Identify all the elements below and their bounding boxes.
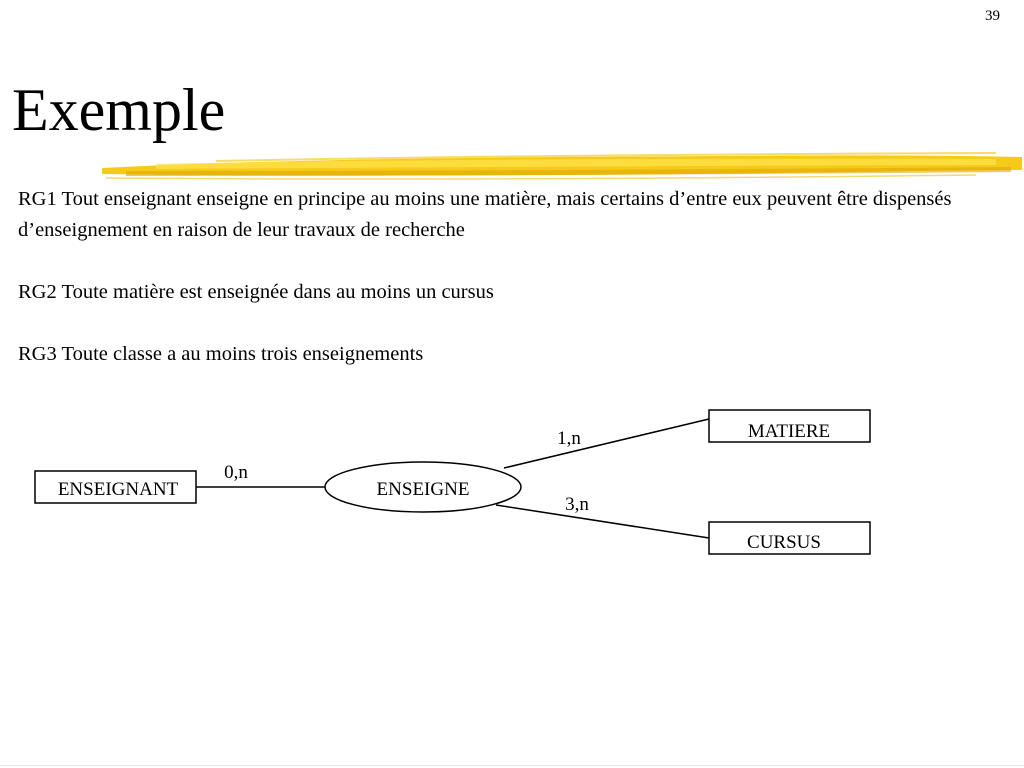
bottom-border: [0, 765, 1024, 766]
entity-enseignant: [35, 471, 196, 503]
link-enseigne-matiere: [504, 419, 709, 468]
rule-rg1: RG1 Tout enseignant enseigne en principe au moins une matière, mais certains d’entre eux peuvent être dispensés d’enseignement en raison de leur travaux de recherche: [18, 188, 952, 241]
entity-cursus-label: CURSUS: [747, 532, 821, 553]
rule-rg2: RG2 Toute matière est enseignée dans au moins un cursus: [18, 281, 494, 303]
rule-rg3: RG3 Toute classe a au moins trois enseignements: [18, 343, 424, 365]
entity-matiere: [709, 410, 870, 442]
entity-cursus: [709, 522, 870, 554]
slide-title: Exemple: [12, 77, 226, 143]
cardinality-matiere: 1,n: [557, 428, 581, 449]
entity-enseignant-label: ENSEIGNANT: [57, 479, 179, 500]
entity-matiere-label: MATIERE: [747, 421, 831, 442]
association-enseigne: [325, 462, 521, 512]
cardinality-cursus: 3,n: [565, 494, 589, 515]
link-enseigne-cursus: [496, 505, 709, 538]
association-enseigne-label: ENSEIGNE: [376, 479, 470, 500]
page-number: 39: [985, 8, 1000, 24]
cardinality-enseignant: 0,n: [224, 462, 248, 483]
